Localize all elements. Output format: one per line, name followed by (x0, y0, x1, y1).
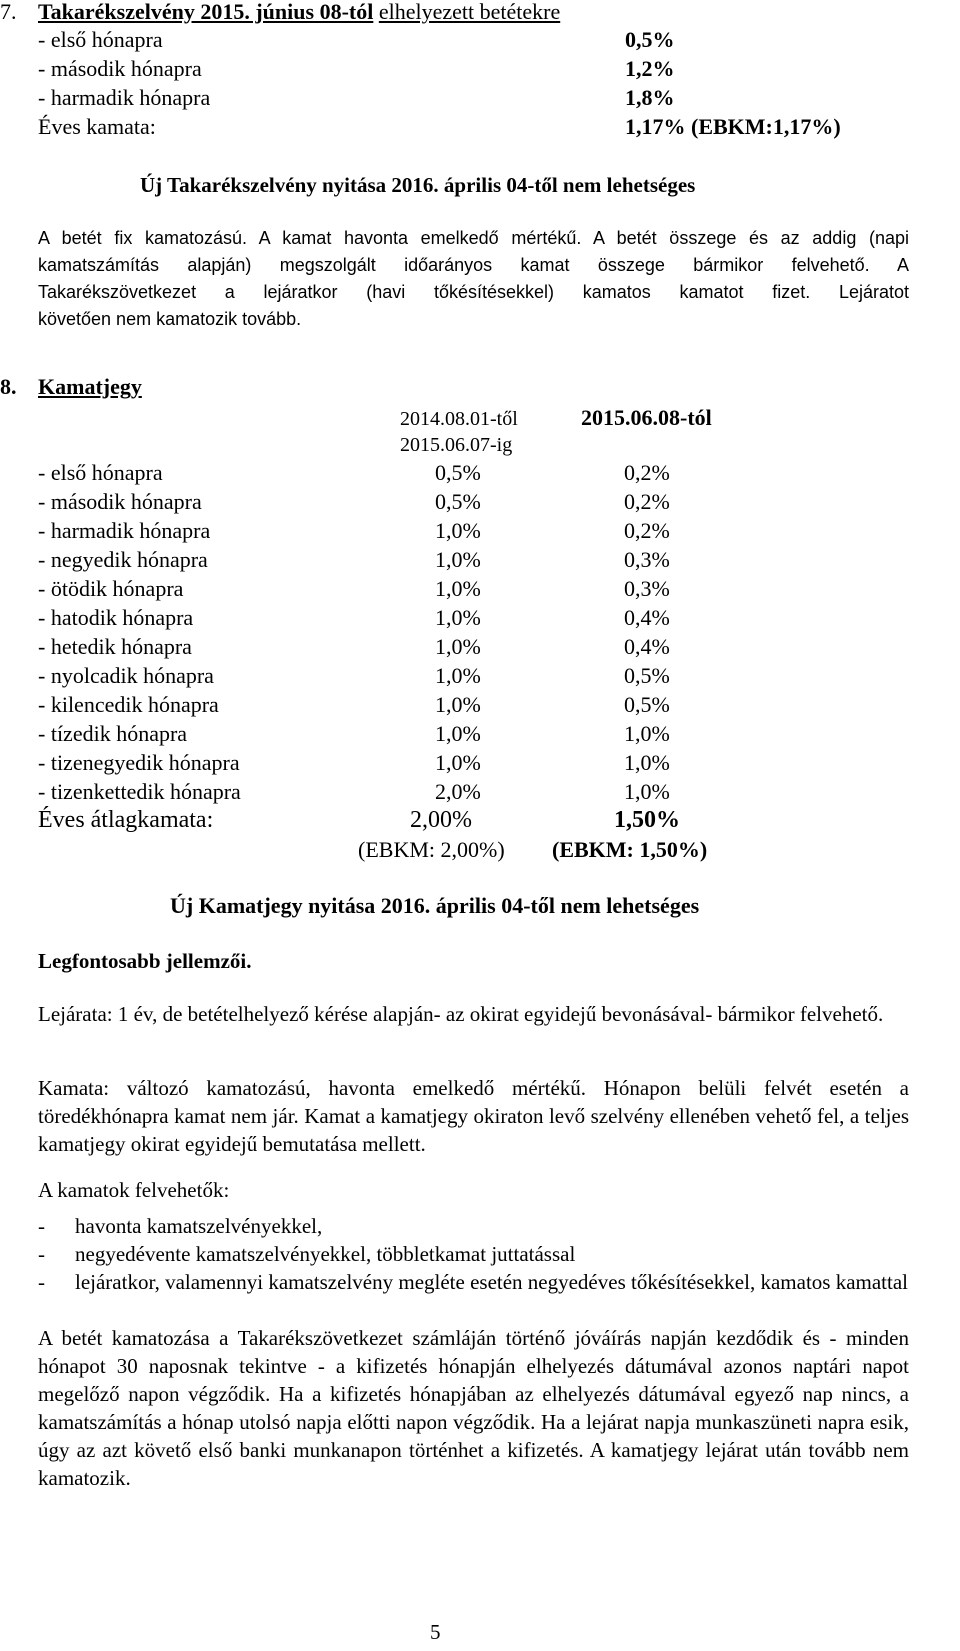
s7-rate-label-1: - első hónapra (38, 27, 163, 52)
s7-rate-label-3: - harmadik hónapra (38, 85, 211, 110)
rate-row-v1: 0,5% (435, 489, 481, 514)
s7-rate-value-3: 1,8% (625, 85, 675, 110)
col2-header: 2015.06.08-tól (581, 405, 712, 430)
interest-paragraph: Kamata: változó kamatozású, havonta emelkedő mértékű. Hónapon belüli felvét esetén a töredékhónapra kamat nem jár. Kamat a kamatjegy okiraton levő szelvény ellenében vehető fel, a teljes kamatjegy okirat egyidejű bemutatása mellett. (38, 1076, 909, 1156)
section8-number: 8. (0, 374, 17, 399)
rate-row-label: - negyedik hónapra (38, 547, 208, 572)
rate-row-v2: 0,3% (624, 547, 670, 572)
rate-row-v1: 1,0% (435, 750, 481, 775)
features-heading: Legfontosabb jellemzői. (38, 949, 252, 973)
rate-row-v2: 0,2% (624, 460, 670, 485)
rate-row-label: - ötödik hónapra (38, 576, 184, 601)
col1-header-line1: 2014.08.01-től (400, 408, 518, 430)
rate-row-label: - harmadik hónapra (38, 518, 211, 543)
withdraw-item: negyedévente kamatszelvényekkel, többletkamat juttatással (75, 1242, 576, 1266)
rate-row-v2: 1,0% (624, 779, 670, 804)
ebkm-v2: (EBKM: 1,50%) (552, 837, 708, 862)
rate-row-label: - nyolcadik hónapra (38, 663, 214, 688)
rate-row-v2: 0,3% (624, 576, 670, 601)
rate-row-v1: 1,0% (435, 547, 481, 572)
rate-row-label: - hetedik hónapra (38, 634, 192, 659)
section8-title: Kamatjegy (38, 374, 142, 399)
s7-para-line-1: A betét fix kamatozású. A kamat havonta emelkedő mértékű. A betét összege és az addig (napi (38, 228, 909, 248)
avg-v1: 2,00% (410, 807, 472, 833)
rate-row-v2: 0,2% (624, 489, 670, 514)
s7-rate-value-2: 1,2% (625, 56, 675, 81)
rate-row-v1: 1,0% (435, 605, 481, 630)
s7-rate-value-1: 0,5% (625, 27, 675, 52)
rate-row-v2: 0,5% (624, 692, 670, 717)
rate-row-label: - kilencedik hónapra (38, 692, 219, 717)
s7-para-line-3: Takarékszövetkezet a lejáratkor (havi tőkésítésekkel) kamatos kamatot fizet. Lejáratot (38, 282, 909, 302)
section7-title-rest: elhelyezett betétekre (378, 0, 561, 24)
s7-notice: Új Takarékszelvény nyitása 2016. április 04-től nem lehetséges (140, 173, 696, 197)
avg-label: Éves átlagkamata: (38, 807, 214, 833)
withdraw-dash: - (38, 1270, 45, 1294)
s7-rate-label-2: - második hónapra (38, 56, 202, 81)
section7-number: 7. (0, 0, 17, 24)
page-number: 5 (430, 1620, 441, 1644)
rate-row-v1: 1,0% (435, 692, 481, 717)
col1-header-line2: 2015.06.07-ig (400, 434, 513, 456)
withdraw-item: havonta kamatszelvényekkel, (75, 1214, 323, 1238)
rate-row-v1: 1,0% (435, 663, 481, 688)
s7-para-line-2: kamatszámítás alapján) megszolgált időarányos kamat összege bármikor felvehető. A (38, 255, 909, 275)
withdraw-dash: - (38, 1214, 45, 1238)
s7-para-line-4: követően nem kamatozik tovább. (38, 309, 302, 329)
withdraw-dash: - (38, 1242, 45, 1266)
rate-row-v1: 2,0% (435, 779, 481, 804)
rate-row-v2: 0,2% (624, 518, 670, 543)
rate-row-v2: 1,0% (624, 721, 670, 746)
rate-row-v1: 1,0% (435, 518, 481, 543)
withdraw-item: lejáratkor, valamennyi kamatszelvény megléte esetén negyedéves tőkésítésekkel, kamatos kamattal (75, 1270, 908, 1294)
section7-title-bold: Takarékszelvény 2015. június 08-tól (38, 0, 374, 24)
s7-annual-value: 1,17% (EBKM:1,17%) (625, 114, 841, 139)
rate-row-v1: 0,5% (435, 460, 481, 485)
rate-row-v1: 1,0% (435, 634, 481, 659)
rate-row-v2: 0,4% (624, 634, 670, 659)
avg-v2: 1,50% (614, 807, 680, 833)
ebkm-v1: (EBKM: 2,00%) (358, 837, 505, 862)
section7-heading (38, 0, 560, 26)
withdraw-heading: A kamatok felvehetők: (38, 1178, 230, 1202)
rate-row-label: - második hónapra (38, 489, 202, 514)
rate-row-label: - első hónapra (38, 460, 163, 485)
s7-annual-label: Éves kamata: (38, 114, 156, 139)
rate-row-label: - tizenegyedik hónapra (38, 750, 240, 775)
rate-row-v2: 0,5% (624, 663, 670, 688)
final-paragraph: A betét kamatozása a Takarékszövetkezet számláján történő jóváírás napján kezdődik és - minden hónapot 30 naposnak tekintve - a kifizetés hónapján elhelyezés dátumával azonos naptári napot megelőző napon végződik. Ha a kifizetés hónapjában az elhelyezés dátumával egyező nap nincs, a kamatszámítás a hónap utolsó napja előtti napon végződik. Ha a lejárat napja munkaszüneti napra esik, úgy az azt követő első banki munkanapon történhet a kifizetés. A kamatjegy lejárat után tovább nem kamatozik. (38, 1326, 909, 1490)
rate-row-v2: 0,4% (624, 605, 670, 630)
rate-row-v2: 1,0% (624, 750, 670, 775)
s8-notice: Új Kamatjegy nyitása 2016. április 04-től nem lehetséges (170, 893, 700, 918)
rate-row-label: - tízedik hónapra (38, 721, 188, 746)
maturity-paragraph: Lejárata: 1 év, de betételhelyező kérése alapján- az okirat egyidejű bevonásával- bármikor felvehető. (38, 1002, 884, 1026)
rate-row-label: - hatodik hónapra (38, 605, 194, 630)
rate-row-v1: 1,0% (435, 576, 481, 601)
rate-row-label: - tizenkettedik hónapra (38, 779, 241, 804)
rate-row-v1: 1,0% (435, 721, 481, 746)
